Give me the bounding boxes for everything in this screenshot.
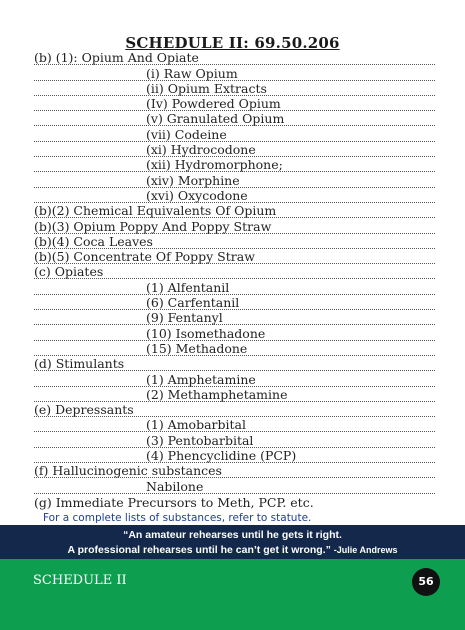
list-item — [34, 448, 435, 463]
entry-text: (15) Methadone — [146, 340, 248, 356]
entry-text: (e) Depressants — [34, 402, 134, 418]
list-item — [34, 218, 435, 233]
entry-text: (d) Stimulants — [34, 356, 125, 372]
entry-text: (c) Opiates — [34, 264, 104, 280]
entry-text: (1) Amphetamine — [146, 371, 256, 387]
entry-text: (Iv) Powdered Opium — [146, 96, 281, 112]
entry-text: (b)(5) Concentrate Of Poppy Straw — [34, 249, 255, 265]
entry-text: (ii) Opium Extracts — [146, 80, 267, 96]
entry-text: (xi) Hydrocodone — [146, 142, 256, 158]
list-item — [34, 264, 435, 279]
entry-text: (b)(2) Chemical Equivalents Of Opium — [34, 203, 277, 219]
entry-text: (b) (1): Opium And Opiate — [34, 50, 199, 66]
entry-text: (6) Carfentanil — [146, 295, 240, 311]
list-item — [34, 356, 435, 371]
list-item — [34, 341, 435, 356]
list-item — [34, 126, 435, 141]
entry-text: (vii) Codeine — [146, 126, 227, 142]
list-item — [34, 65, 435, 80]
entry-text: (4) Phencyclidine (PCP) — [146, 448, 297, 464]
entry-text: (1) Alfentanil — [146, 279, 230, 295]
entry-text: (2) Methamphetamine — [146, 386, 288, 402]
quote-line-2 — [0, 543, 465, 558]
list-item — [34, 188, 435, 203]
footer-label: SCHEDULE II — [33, 573, 127, 588]
schedule-list — [0, 50, 465, 509]
list-item — [34, 157, 435, 172]
entry-text: (3) Pentobarbital — [146, 432, 254, 448]
entry-text: (b)(3) Opium Poppy And Poppy Straw — [34, 218, 272, 234]
entry-text: Nabilone — [146, 478, 204, 494]
list-item — [34, 142, 435, 157]
statute-note: For a complete lists of substances, refer to statute. — [43, 512, 312, 524]
list-item — [34, 494, 435, 509]
list-item — [34, 50, 435, 65]
entry-text: (xiv) Morphine — [146, 172, 240, 188]
list-item — [34, 203, 435, 218]
quote-author: -Julie Andrews — [333, 545, 398, 555]
entry-text: (1) Amobarbital — [146, 417, 246, 433]
list-item — [34, 310, 435, 325]
list-item — [34, 172, 435, 187]
entry-text: (b)(4) Coca Leaves — [34, 233, 153, 249]
entry-text: (10) Isomethadone — [146, 325, 266, 341]
footer-bar — [0, 559, 465, 630]
entry-text: (f) Hallucinogenic substances — [34, 463, 222, 479]
list-item — [34, 111, 435, 126]
list-item — [34, 325, 435, 340]
quote-line-1: “An amateur rehearses until he gets it right. — [123, 529, 342, 541]
list-item — [34, 249, 435, 264]
list-item — [34, 279, 435, 294]
page-title: SCHEDULE II: 69.50.206 — [125, 34, 340, 52]
entry-text: (xii) Hydromorphone; — [146, 157, 283, 173]
entry-text: (i) Raw Opium — [146, 65, 238, 81]
list-item — [34, 432, 435, 447]
list-item — [34, 387, 435, 402]
entry-text: (v) Granulated Opium — [146, 111, 285, 127]
list-item — [34, 234, 435, 249]
list-item — [34, 371, 435, 386]
list-item — [34, 402, 435, 417]
list-item — [34, 96, 435, 111]
entry-text: (xvi) Oxycodone — [146, 187, 248, 203]
page-number-badge: 56 — [412, 568, 440, 596]
quote-banner — [0, 525, 465, 559]
entry-text: (9) Fentanyl — [146, 310, 223, 326]
list-item — [34, 81, 435, 96]
list-item — [34, 478, 435, 493]
list-item — [34, 463, 435, 478]
entry-text: (g) Immediate Precursors to Meth, PCP. etc. — [34, 494, 314, 510]
list-item — [34, 295, 435, 310]
quote-line-2-text: A professional rehearses until he can’t get it wrong.” — [67, 544, 334, 556]
list-item — [34, 417, 435, 432]
